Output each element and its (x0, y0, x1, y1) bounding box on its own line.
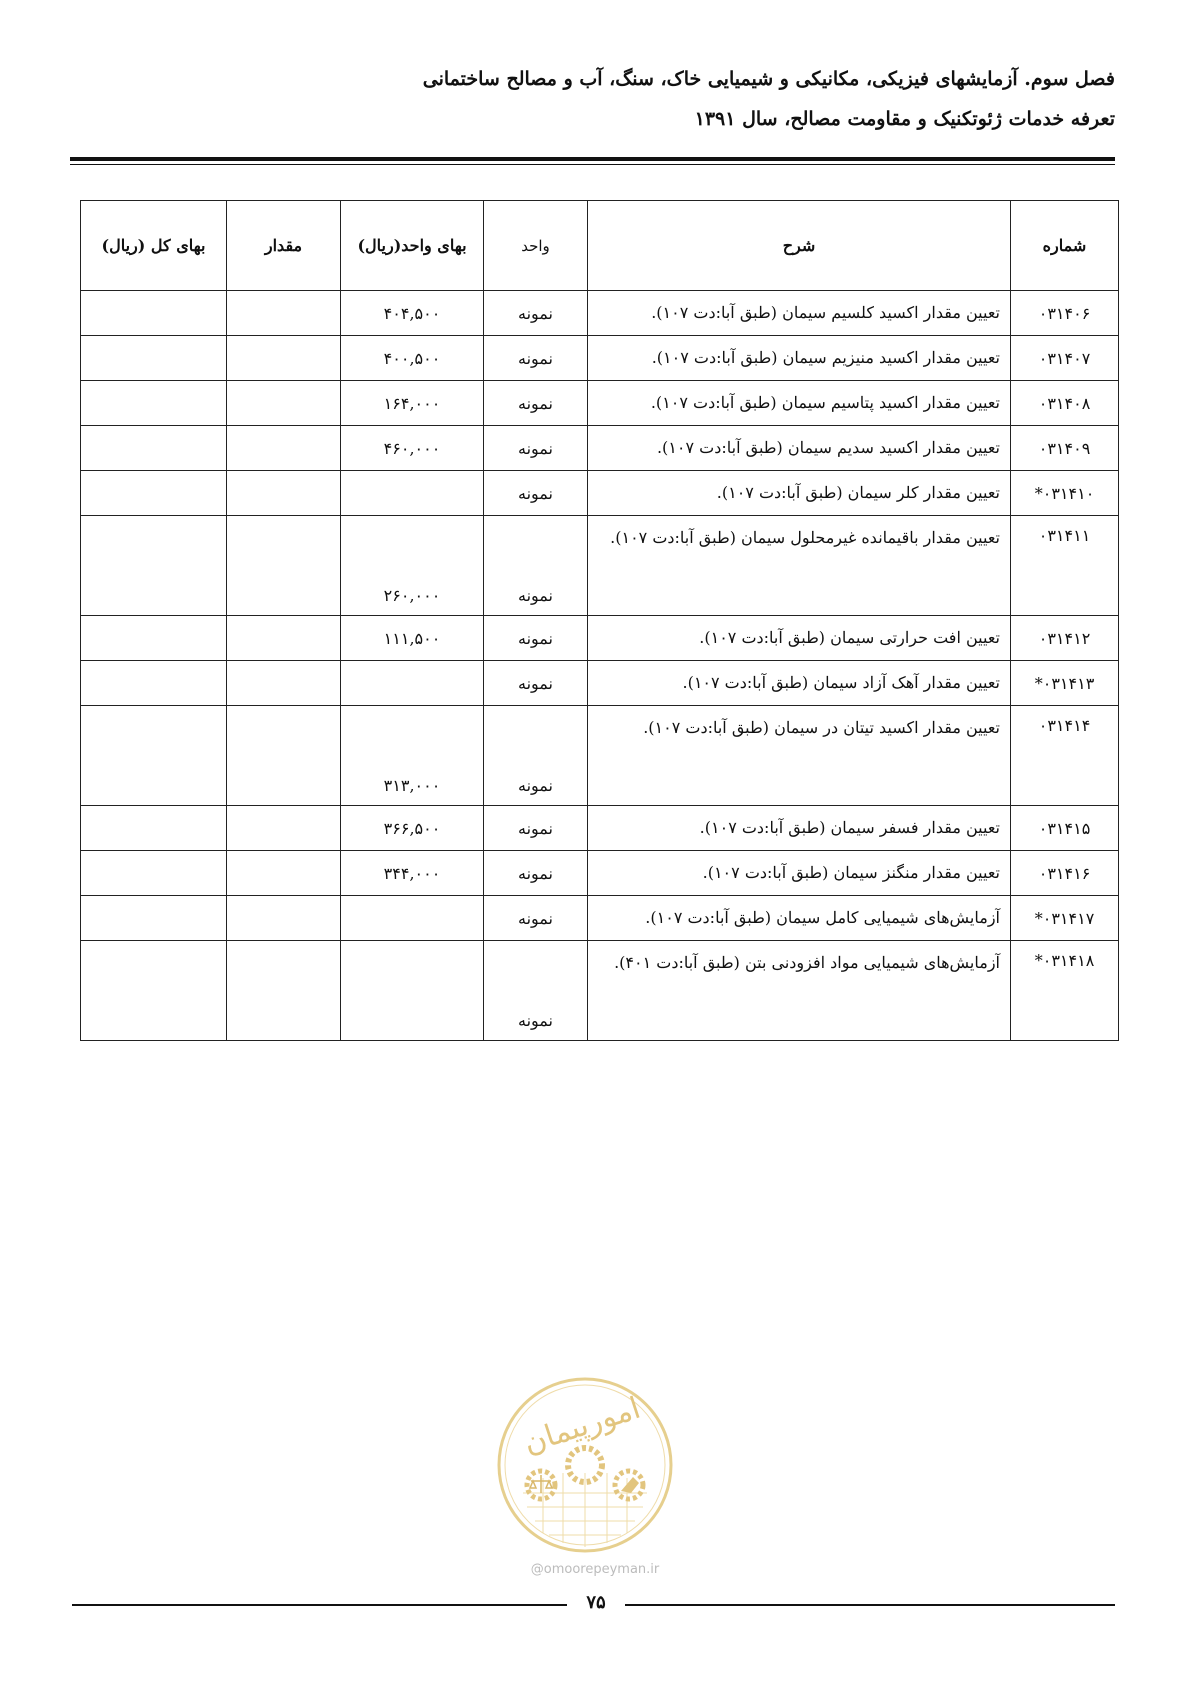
row-description: آزمایش‌های شیمیایی مواد افزودنی بتن (طبق آبا:دت ۴۰۱). (588, 941, 1011, 1041)
row-unit-price: ۱۶۴,۰۰۰ (341, 381, 484, 426)
row-quantity (227, 471, 341, 516)
row-total (81, 851, 227, 896)
row-total (81, 706, 227, 806)
tariff-subtitle: تعرفه خدمات ژئوتکنیک و مقاومت مصالح، سال ۱۳۹۱ (694, 108, 1115, 130)
row-description: تعیین مقدار اکسید سدیم سیمان (طبق آبا:دت ۱۰۷). (588, 426, 1011, 471)
row-unit: نمونه (484, 706, 588, 806)
table-row (81, 291, 1119, 336)
table-row (81, 896, 1119, 941)
header-unit: واحد (484, 201, 588, 291)
row-unit: نمونه (484, 336, 588, 381)
row-description: تعیین مقدار باقیمانده غیرمحلول سیمان (طبق آبا:دت ۱۰۷). (588, 516, 1011, 616)
row-code: ۰۳۱۴۰۹ (1011, 426, 1119, 471)
header-unit-price: بهای واحد(ریال) (341, 201, 484, 291)
row-total (81, 616, 227, 661)
row-quantity (227, 336, 341, 381)
row-code: ۰۳۱۴۱۲ (1011, 616, 1119, 661)
row-quantity (227, 426, 341, 471)
scales-icon (530, 1475, 552, 1493)
row-quantity (227, 616, 341, 661)
seal-logo-text: امورپیمان (519, 1390, 645, 1462)
page-header (75, 62, 1115, 136)
row-unit: نمونه (484, 896, 588, 941)
row-description: تعیین مقدار کلر سیمان (طبق آبا:دت ۱۰۷). (588, 471, 1011, 516)
row-total (81, 896, 227, 941)
row-total (81, 516, 227, 616)
row-unit-price (341, 896, 484, 941)
row-total (81, 661, 227, 706)
row-quantity (227, 516, 341, 616)
row-unit: نمونه (484, 291, 588, 336)
header-rule-thin (70, 164, 1115, 165)
row-total (81, 806, 227, 851)
row-quantity (227, 706, 341, 806)
row-code: ۰۳۱۴۱۱ (1011, 516, 1119, 616)
row-code: ۰۳۱۴۱۸* (1011, 941, 1119, 1041)
row-total (81, 471, 227, 516)
omoorepeyman-seal-logo (493, 1373, 677, 1557)
row-unit: نمونه (484, 941, 588, 1041)
row-unit: نمونه (484, 806, 588, 851)
row-description: آزمایش‌های شیمیایی کامل سیمان (طبق آبا:دت ۱۰۷). (588, 896, 1011, 941)
header-code: شماره (1011, 201, 1119, 291)
row-description: تعیین مقدار آهک آزاد سیمان (طبق آبا:دت ۱۰۷). (588, 661, 1011, 706)
footer-rule-left (72, 1604, 567, 1606)
table-row (81, 806, 1119, 851)
row-description: تعیین مقدار اکسید کلسیم سیمان (طبق آبا:دت ۱۰۷). (588, 291, 1011, 336)
row-quantity (227, 851, 341, 896)
header-quantity: مقدار (227, 201, 341, 291)
row-unit-price (341, 661, 484, 706)
row-code: ۰۳۱۴۰۸ (1011, 381, 1119, 426)
row-unit: نمونه (484, 471, 588, 516)
row-description: تعیین افت حرارتی سیمان (طبق آبا:دت ۱۰۷). (588, 616, 1011, 661)
row-quantity (227, 381, 341, 426)
row-quantity (227, 806, 341, 851)
table-row (81, 661, 1119, 706)
header-rule-thick (70, 157, 1115, 161)
row-unit-price: ۲۶۰,۰۰۰ (341, 516, 484, 616)
row-unit: نمونه (484, 661, 588, 706)
row-unit-price: ۳۴۴,۰۰۰ (341, 851, 484, 896)
row-code: ۰۳۱۴۱۶ (1011, 851, 1119, 896)
row-unit: نمونه (484, 851, 588, 896)
row-description: تعیین مقدار اکسید پتاسیم سیمان (طبق آبا:دت ۱۰۷). (588, 381, 1011, 426)
row-unit-price: ۳۶۶,۵۰۰ (341, 806, 484, 851)
row-total (81, 291, 227, 336)
header-total-price: بهای کل (ریال) (81, 201, 227, 291)
row-unit-price: ۴۰۰,۵۰۰ (341, 336, 484, 381)
table-row (81, 516, 1119, 616)
row-unit-price: ۴۶۰,۰۰۰ (341, 426, 484, 471)
table-row (81, 381, 1119, 426)
row-code: ۰۳۱۴۱۵ (1011, 806, 1119, 851)
footer-rule-right (625, 1604, 1115, 1606)
row-description: تعیین مقدار فسفر سیمان (طبق آبا:دت ۱۰۷). (588, 806, 1011, 851)
row-quantity (227, 941, 341, 1041)
row-total (81, 336, 227, 381)
row-unit: نمونه (484, 516, 588, 616)
tariff-table (80, 200, 1119, 1041)
row-unit-price (341, 941, 484, 1041)
row-total (81, 381, 227, 426)
row-description: تعیین مقدار اکسید منیزیم سیمان (طبق آبا:دت ۱۰۷). (588, 336, 1011, 381)
header-description: شرح (588, 201, 1011, 291)
row-code: ۰۳۱۴۱۰* (1011, 471, 1119, 516)
row-code: ۰۳۱۴۱۴ (1011, 706, 1119, 806)
row-code: ۰۳۱۴۱۳* (1011, 661, 1119, 706)
excavator-icon (621, 1477, 639, 1493)
row-description: تعیین مقدار منگنز سیمان (طبق آبا:دت ۱۰۷). (588, 851, 1011, 896)
row-code: ۰۳۱۴۰۷ (1011, 336, 1119, 381)
table-row (81, 706, 1119, 806)
row-quantity (227, 896, 341, 941)
table-row (81, 851, 1119, 896)
table-row (81, 336, 1119, 381)
table-row (81, 426, 1119, 471)
row-unit-price: ۱۱۱,۵۰۰ (341, 616, 484, 661)
table-row (81, 941, 1119, 1041)
table-row (81, 616, 1119, 661)
table-row (81, 471, 1119, 516)
row-code: ۰۳۱۴۱۷* (1011, 896, 1119, 941)
row-total (81, 941, 227, 1041)
row-quantity (227, 661, 341, 706)
row-unit-price: ۴۰۴,۵۰۰ (341, 291, 484, 336)
row-unit: نمونه (484, 381, 588, 426)
row-unit: نمونه (484, 616, 588, 661)
chapter-title: فصل سوم. آزمایشهای فیزیکی، مکانیکی و شیمیایی خاک، سنگ، آب و مصالح ساختمانی (422, 68, 1115, 90)
row-description: تعیین مقدار اکسید تیتان در سیمان (طبق آبا:دت ۱۰۷). (588, 706, 1011, 806)
row-quantity (227, 291, 341, 336)
row-total (81, 426, 227, 471)
row-unit-price (341, 471, 484, 516)
row-code: ۰۳۱۴۰۶ (1011, 291, 1119, 336)
page-number: ۷۵ (586, 1592, 606, 1613)
row-unit: نمونه (484, 426, 588, 471)
seal-caption: @omoorepeyman.ir (530, 1562, 660, 1577)
row-unit-price: ۳۱۳,۰۰۰ (341, 706, 484, 806)
table-header-row (81, 201, 1119, 291)
